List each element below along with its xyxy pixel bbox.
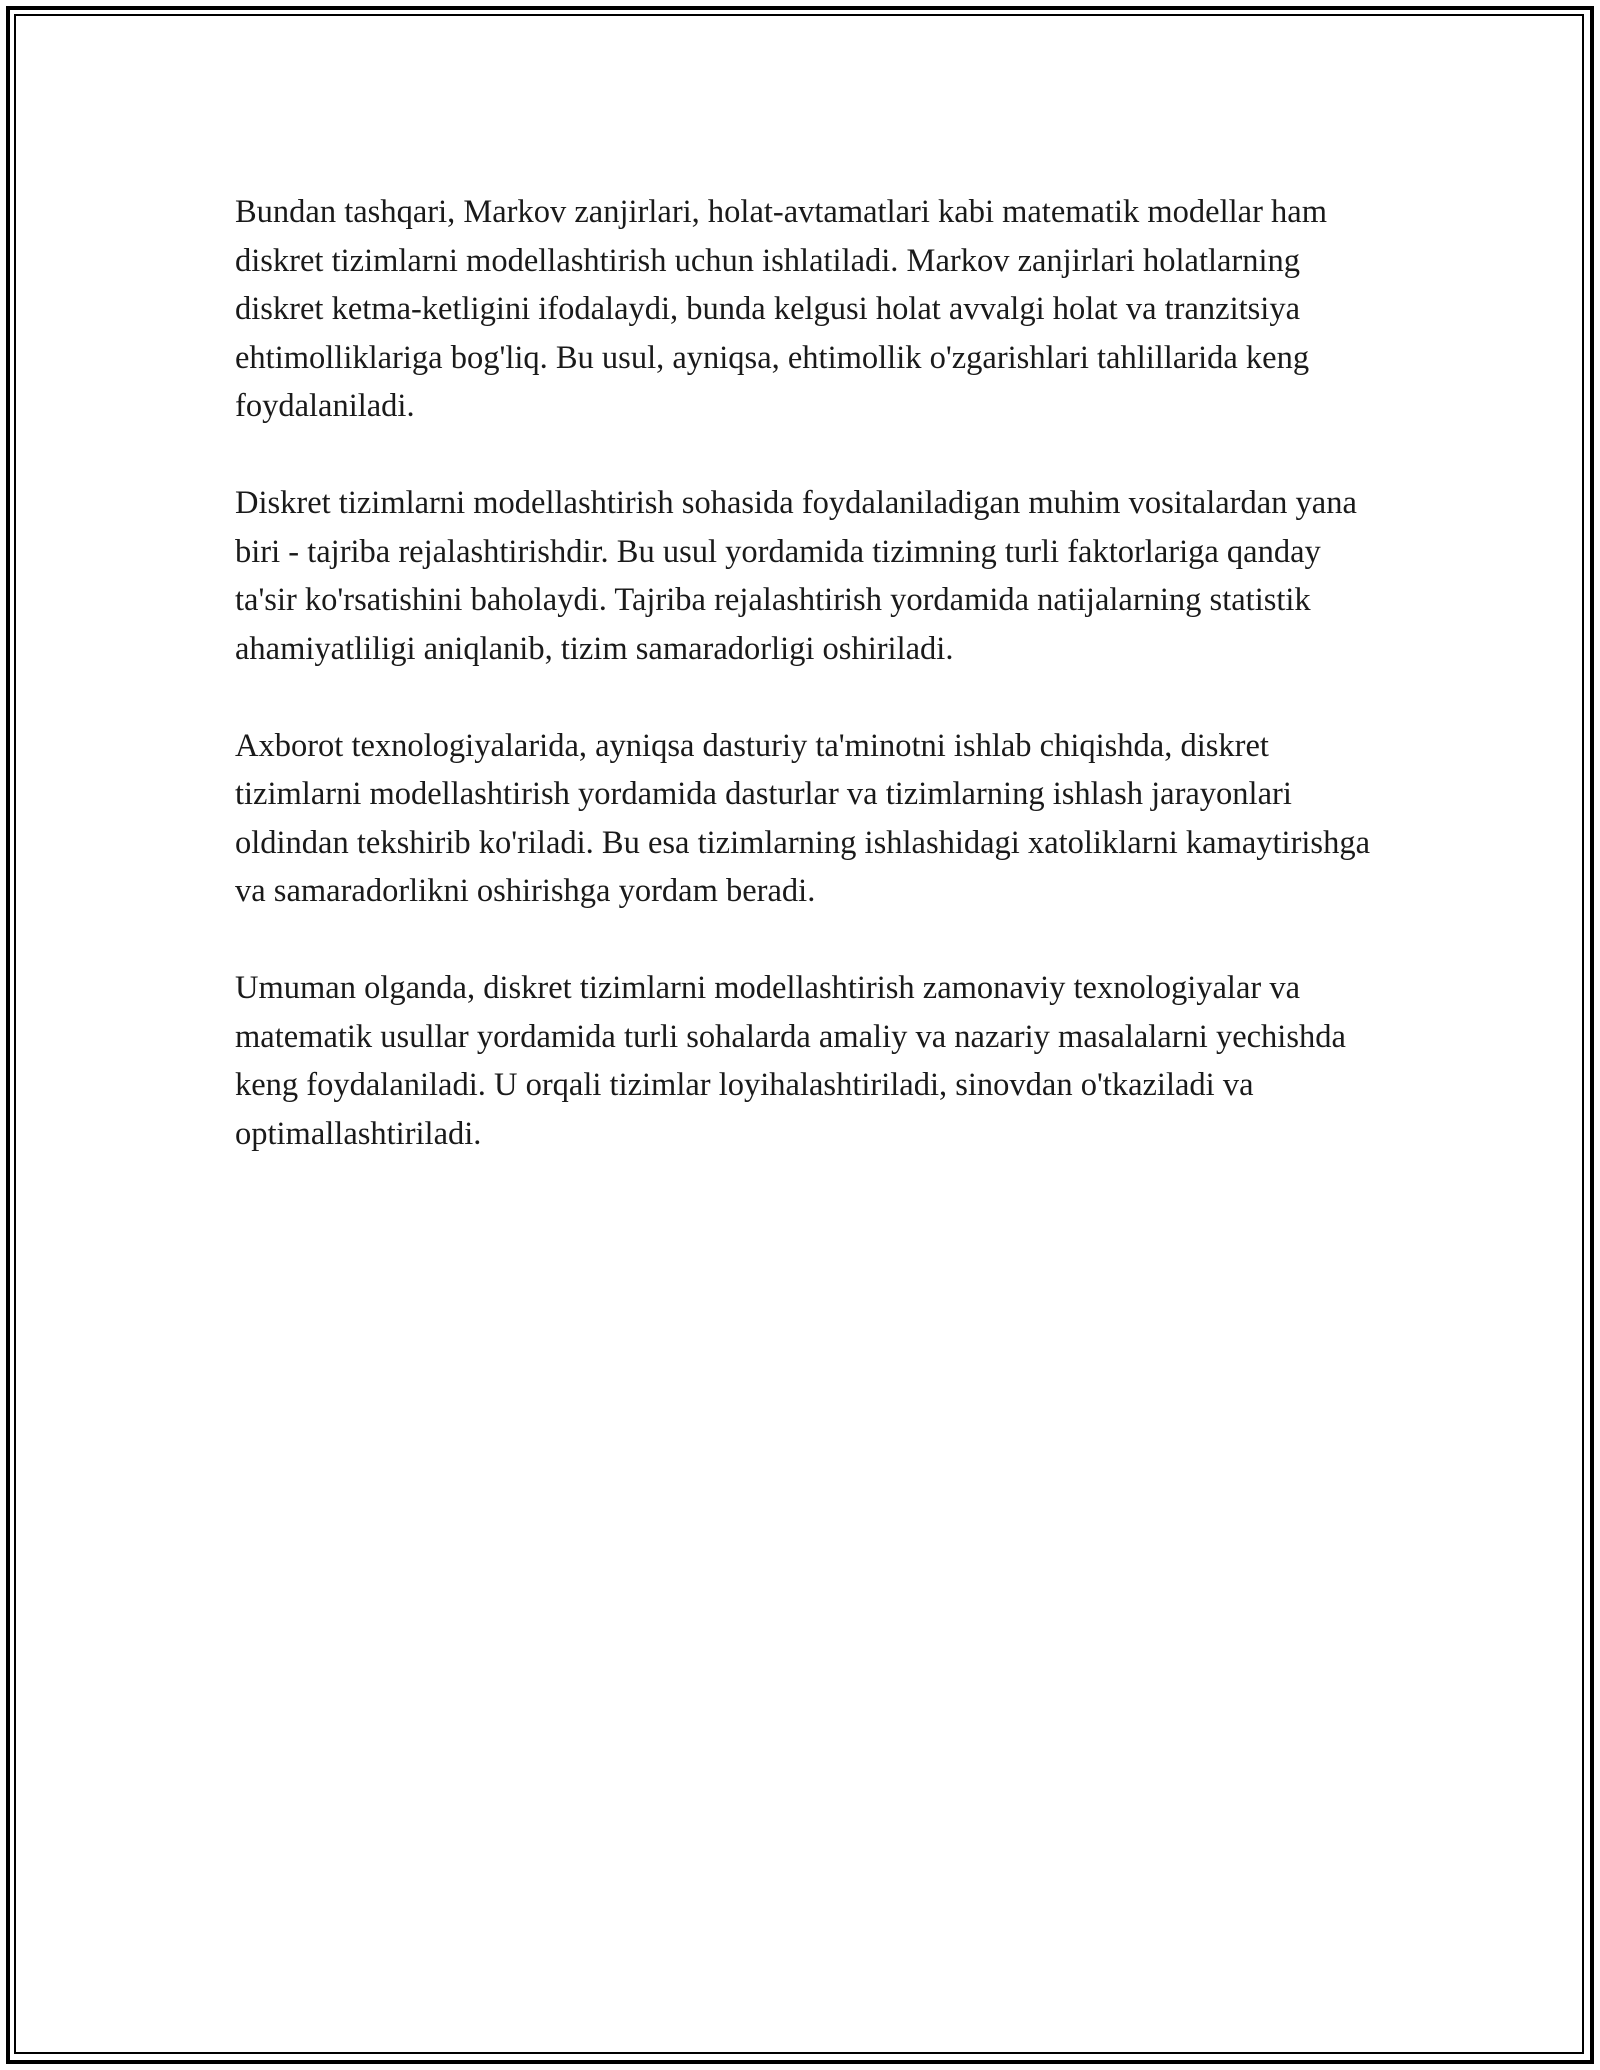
- paragraph-markov-chains: Bundan tashqari, Markov zanjirlari, holat-avtamatlari kabi matematik modellar ham diskret tizimlarni modellashtirish uchun ishlatiladi. Markov zanjirlari holatlarning diskret ketma-ketligini ifodalaydi, bunda kelgusi holat avvalgi holat va tranzitsiya ehtimolliklariga bog'liq. Bu usul, ayniqsa, ehtimollik o'zgarishlari tahlillarida keng foydalaniladi.: [235, 194, 1327, 424]
- paragraph-experiment-planning: Diskret tizimlarni modellashtirish sohasida foydalaniladigan muhim vositalardan yana biri - tajriba rejalashtirishdir. Bu usul yordamida tizimning turli faktorlariga qanday ta'sir ko'rsatishini baholaydi. Tajriba rejalashtirish yordamida natijalarning statistik ahamiyatliligi aniqlanib, tizim samaradorligi oshiriladi.: [235, 485, 1357, 667]
- document-body: [235, 188, 1375, 1158]
- paragraph-software-development: Axborot texnologiyalarida, ayniqsa dasturiy ta'minotni ishlab chiqishda, diskret tizimlarni modellashtirish yordamida dasturlar va tizimlarning ishlash jarayonlari oldindan tekshirib ko'riladi. Bu esa tizimlarning ishlashidagi xatoliklarni kamaytirishga va samaradorlikni oshirishga yordam beradi.: [235, 727, 1371, 909]
- paragraph-conclusion: Umuman olganda, diskret tizimlarni modellashtirish zamonaviy texnologiyalar va matematik usullar yordamida turli sohalarda amaliy va nazariy masalalarni yechishda keng foydalaniladi. U orqali tizimlar loyihalashtiriladi, sinovdan o'tkaziladi va optimallashtiriladi.: [235, 970, 1346, 1152]
